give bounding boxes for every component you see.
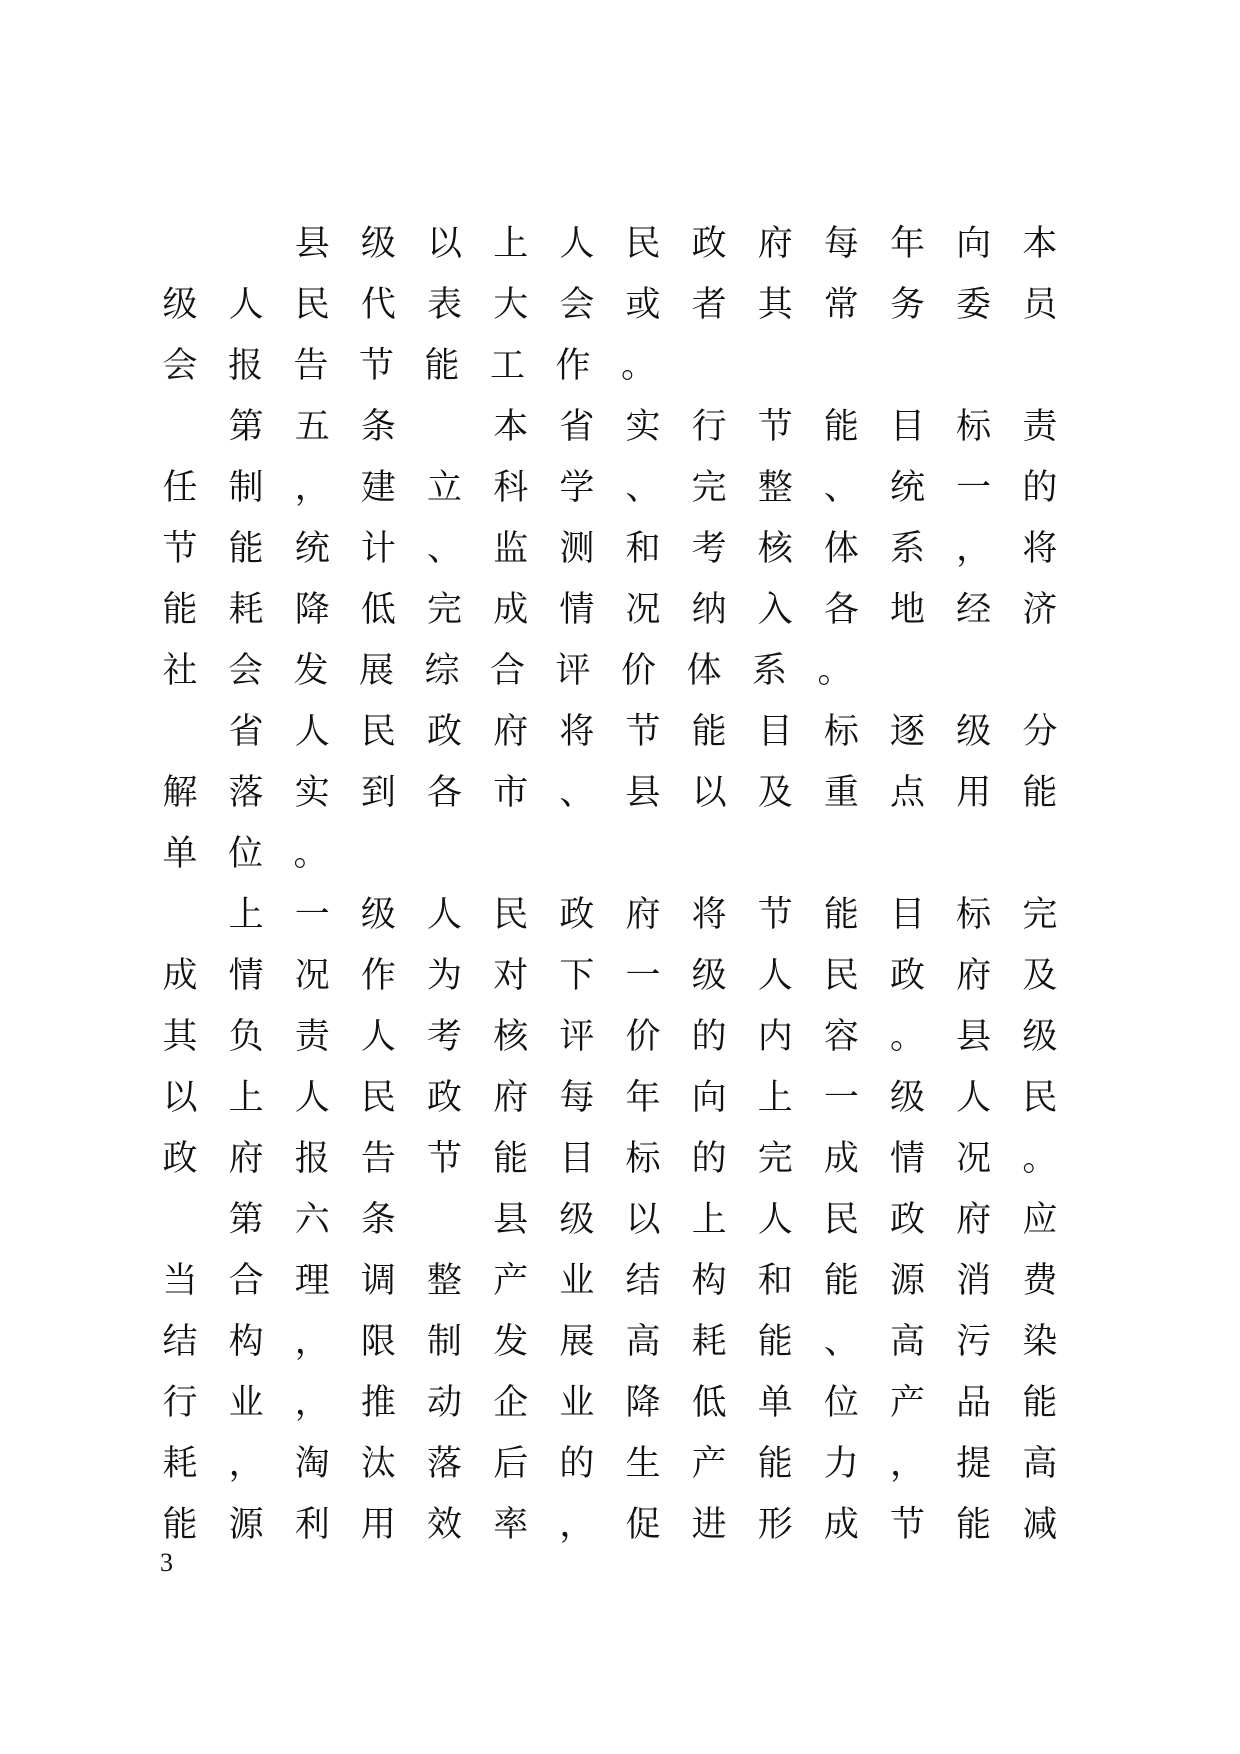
body-text: [160, 214, 1060, 1556]
text-line: 结 构 ， 限 制 发 展 高 耗 能 、 高 污 染: [162, 1322, 1058, 1362]
text-line: 会 报 告 节 能 工 作 。: [162, 346, 656, 386]
text-line: 上 一 级 人 民 政 府 将 节 能 目 标 完: [228, 895, 1058, 935]
text-line: 县 级 以 上 人 民 政 府 每 年 向 本: [294, 224, 1058, 264]
text-line: 能 源 利 用 效 率 ， 促 进 形 成 节 能 减: [162, 1505, 1058, 1545]
text-line: 成 情 况 作 为 对 下 一 级 人 民 政 府 及: [162, 956, 1058, 996]
text-line: 其 负 责 人 考 核 评 价 的 内 容 。 县 级: [162, 1017, 1058, 1057]
text-line: 解 落 实 到 各 市 、 县 以 及 重 点 用 能: [162, 773, 1058, 813]
text-line: 社 会 发 展 综 合 评 价 体 系 。: [162, 651, 853, 691]
text-line: 当 合 理 调 整 产 业 结 构 和 能 源 消 费: [162, 1261, 1058, 1301]
text-line: 第 五 条 本 省 实 行 节 能 目 标 责: [228, 407, 1058, 447]
text-line: 政 府 报 告 节 能 目 标 的 完 成 情 况 。: [162, 1139, 1058, 1179]
text-line: 单 位 。: [162, 834, 329, 874]
text-line: 耗 ， 淘 汰 落 后 的 生 产 能 力 ， 提 高: [162, 1444, 1058, 1484]
text-line: 节 能 统 计 、 监 测 和 考 核 体 系 ， 将: [162, 529, 1058, 569]
text-line: 级 人 民 代 表 大 会 或 者 其 常 务 委 员: [162, 285, 1058, 325]
page-number: 3: [160, 1548, 173, 1577]
text-line: 省 人 民 政 府 将 节 能 目 标 逐 级 分: [228, 712, 1058, 752]
text-line: 能 耗 降 低 完 成 情 况 纳 入 各 地 经 济: [162, 590, 1058, 630]
text-line: 任 制 ， 建 立 科 学 、 完 整 、 统 一 的: [162, 468, 1058, 508]
text-line: 第 六 条 县 级 以 上 人 民 政 府 应: [228, 1200, 1058, 1240]
text-line: 以 上 人 民 政 府 每 年 向 上 一 级 人 民: [162, 1078, 1058, 1118]
text-line: 行 业 ， 推 动 企 业 降 低 单 位 产 品 能: [162, 1383, 1058, 1423]
